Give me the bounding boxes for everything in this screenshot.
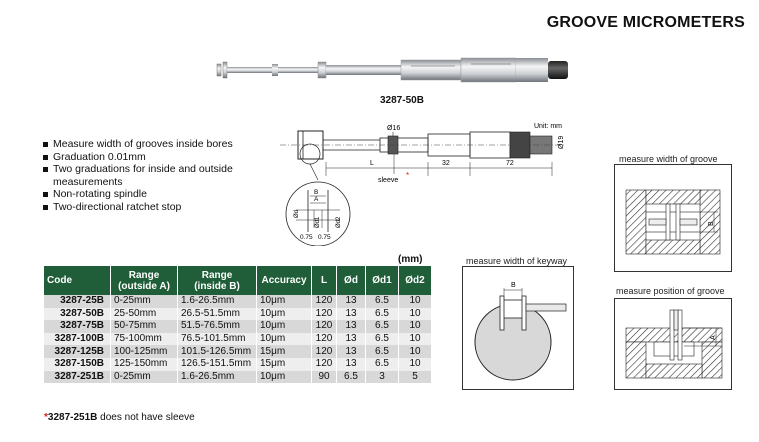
- table-cell: 13: [337, 345, 366, 358]
- table-cell: 50-75mm: [111, 320, 178, 333]
- table-cell: 1.6-26.5mm: [178, 295, 257, 308]
- table-cell: 3287-150B: [44, 358, 111, 371]
- groove-width-title: measure width of groove: [619, 154, 718, 164]
- table-cell: 100-125mm: [111, 345, 178, 358]
- table-row: [44, 345, 432, 358]
- dim-L: L: [370, 160, 374, 167]
- feature-item: Graduation 0.01mm: [42, 151, 293, 164]
- groove-position-title: measure position of groove: [616, 286, 725, 296]
- table-cell: 10μm: [257, 333, 312, 346]
- table-cell: 6.5: [366, 295, 399, 308]
- detail-d2: Ød2: [336, 216, 342, 228]
- spec-table: [44, 266, 432, 383]
- table-row: [44, 320, 432, 333]
- keyway-diagram: [462, 266, 574, 390]
- table-cell: 25-50mm: [111, 308, 178, 321]
- detail-d1: Ød1: [315, 216, 321, 228]
- table-row: [44, 358, 432, 371]
- table-cell: 6.5: [337, 371, 366, 384]
- keyway-title: measure width of keyway: [466, 256, 568, 266]
- table-cell: 10: [399, 345, 432, 358]
- groove-width-label: B: [708, 221, 715, 226]
- groove-position-diagram: [614, 298, 732, 390]
- table-cell: 10: [399, 308, 432, 321]
- table-cell: 10μm: [257, 295, 312, 308]
- d16-label: Ø16: [387, 125, 401, 132]
- table-cell: 6.5: [366, 333, 399, 346]
- table-cell: 3287-125B: [44, 345, 111, 358]
- table-cell: 3287-25B: [44, 295, 111, 308]
- table-unit: (mm): [398, 254, 423, 265]
- detail-B: B: [314, 189, 319, 196]
- col-L: L: [312, 266, 337, 295]
- table-cell: 10: [399, 320, 432, 333]
- col-range-inside: Range (inside B): [178, 266, 257, 295]
- unit-label: Unit: mm: [534, 123, 562, 130]
- table-cell: 0-25mm: [111, 371, 178, 384]
- technical-drawing: [270, 118, 590, 246]
- footnote-text: does not have sleeve: [97, 412, 195, 423]
- detail-075b: 0.75: [318, 234, 331, 241]
- table-cell: 120: [312, 358, 337, 371]
- feature-item: Non-rotating spindle: [42, 188, 293, 201]
- detail-d: Ød: [294, 209, 300, 218]
- table-cell: 10μm: [257, 320, 312, 333]
- feature-item: Two-directional ratchet stop: [42, 201, 293, 214]
- feature-item: Two graduations for inside and outside measurements: [42, 163, 293, 188]
- groove-position-label: A: [710, 335, 717, 340]
- table-cell: 13: [337, 308, 366, 321]
- page-title: GROOVE MICROMETERS: [546, 14, 745, 31]
- table-cell: 0-25mm: [111, 295, 178, 308]
- feature-item: Measure width of grooves inside bores: [42, 138, 293, 151]
- table-cell: 120: [312, 333, 337, 346]
- table-cell: 120: [312, 345, 337, 358]
- table-cell: 6.5: [366, 320, 399, 333]
- table-cell: 90: [312, 371, 337, 384]
- table-cell: 76.5-101.5mm: [178, 333, 257, 346]
- table-cell: 3287-75B: [44, 320, 111, 333]
- table-cell: 3287-100B: [44, 333, 111, 346]
- table-cell: 51.5-76.5mm: [178, 320, 257, 333]
- table-cell: 120: [312, 320, 337, 333]
- groove-width-diagram: [614, 164, 732, 272]
- col-d1: Ød1: [366, 266, 399, 295]
- table-cell: 6.5: [366, 345, 399, 358]
- dim-72: 72: [506, 160, 514, 167]
- footnote: [44, 412, 195, 423]
- col-code: Code: [44, 266, 111, 295]
- table-cell: 120: [312, 308, 337, 321]
- table-cell: 15μm: [257, 345, 312, 358]
- table-cell: 26.5-51.5mm: [178, 308, 257, 321]
- table-cell: 1.6-26.5mm: [178, 371, 257, 384]
- table-cell: 6.5: [366, 308, 399, 321]
- table-cell: 3: [366, 371, 399, 384]
- detail-A: A: [314, 196, 319, 203]
- table-cell: 13: [337, 320, 366, 333]
- col-d2: Ød2: [399, 266, 432, 295]
- keyway-label: B: [511, 282, 516, 289]
- table-row: [44, 295, 432, 308]
- dim-32: 32: [442, 160, 450, 167]
- table-cell: 120: [312, 295, 337, 308]
- table-cell: 10μm: [257, 371, 312, 384]
- product-label: 3287-50B: [380, 95, 424, 106]
- table-cell: 13: [337, 295, 366, 308]
- table-cell: 3287-50B: [44, 308, 111, 321]
- feature-list: [42, 138, 293, 213]
- col-d: Ød: [337, 266, 366, 295]
- table-cell: 10: [399, 295, 432, 308]
- table-cell: 10: [399, 358, 432, 371]
- table-cell: 126.5-151.5mm: [178, 358, 257, 371]
- product-photo: [215, 52, 575, 92]
- table-cell: 6.5: [366, 358, 399, 371]
- col-range-outside: Range (outside A): [111, 266, 178, 295]
- table-row: [44, 308, 432, 321]
- table-cell: 101.5-126.5mm: [178, 345, 257, 358]
- table-cell: 13: [337, 333, 366, 346]
- table-row: [44, 371, 432, 384]
- table-cell: 125-150mm: [111, 358, 178, 371]
- footnote-code: 3287-251B: [47, 412, 98, 423]
- footnote-star: *: [44, 412, 48, 423]
- table-cell: 10: [399, 333, 432, 346]
- table-cell: 3287-251B: [44, 371, 111, 384]
- table-cell: 13: [337, 358, 366, 371]
- table-cell: 5: [399, 371, 432, 384]
- sleeve-mark: *: [406, 171, 410, 180]
- table-row: [44, 333, 432, 346]
- col-accuracy: Accuracy: [257, 266, 312, 295]
- detail-075a: 0.75: [300, 234, 313, 241]
- table-cell: 75-100mm: [111, 333, 178, 346]
- table-cell: 15μm: [257, 358, 312, 371]
- sleeve-label: sleeve: [378, 177, 399, 184]
- d19-label: Ø19: [558, 135, 565, 149]
- table-cell: 10μm: [257, 308, 312, 321]
